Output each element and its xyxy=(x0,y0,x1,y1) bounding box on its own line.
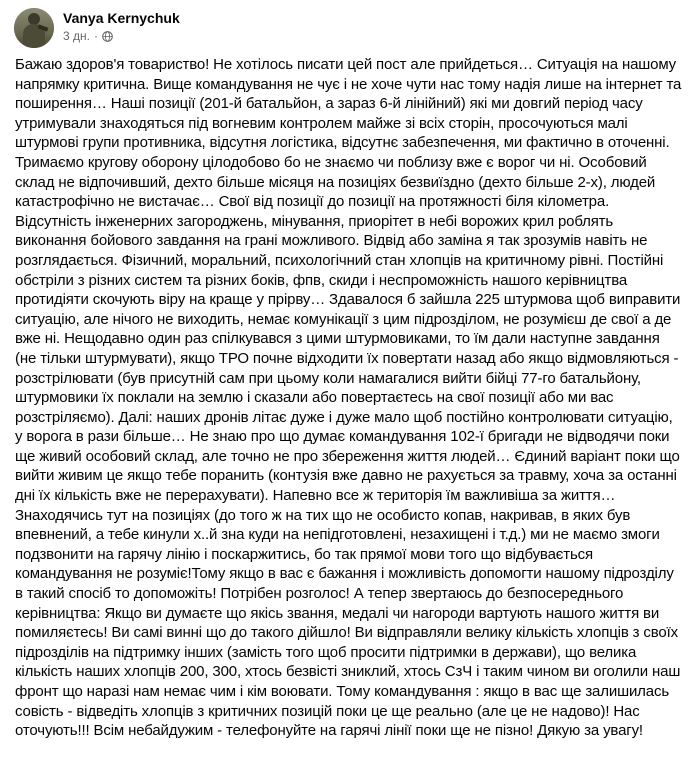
post-text-line: кількість наших хлопців 200, 300, хтось безвісті зниклий, хтось СзЧ і таким чином ви оголили наш xyxy=(15,663,681,681)
post-text-line: вийти живим це якщо тебе поранить (контузія вже давно не рахується за травму, хоча за останні xyxy=(15,467,677,485)
post-text-line: Бажаю здоров'я товариство! Не хотілось писати цей пост але прийдеться… Ситуація на нашому xyxy=(15,56,677,73)
post-text-line: ситуацію, але нічого не виходить, немає комунікації з цим підрозділом, не розумієш де свої а де xyxy=(15,310,672,328)
post-subline xyxy=(63,28,180,44)
post-text-line: оточують!!! Всім небайдужим - телефонуйте на гарячі лінії поки ще не пізно! Дякую за увагу! xyxy=(15,722,643,740)
post-timestamp[interactable]: 3 дн. xyxy=(63,29,90,43)
post-text-line: протидіяти скочують віру на краще у прірву… Здавалося б зайшла 225 штурмова щоб виправити xyxy=(15,291,681,309)
avatar[interactable] xyxy=(14,8,54,48)
post-text-line: вже ні. Нещодавно один раз спілкувався з цими штурмовиками, то їм дали наступне завдання xyxy=(15,330,660,348)
post-text-line: у ворога в рази більше… Не знаю про що думає командування 102-ї бригади не відводячи поки xyxy=(15,428,670,446)
post-text-line: підрозділів на підтримку інших (замість того щоб просити підтримки в держави), що велика xyxy=(15,643,637,661)
post-text-line: штурмовики їх поклали на землю і сказали або повертаєтесь на свої позиції або ми вас xyxy=(15,389,614,407)
post-text-line: напрямку критична. Вище командування не чує і не хоче чути нас тому надія лише на інтернет та xyxy=(15,75,682,93)
post-text-line: дні їх кількість вже не перерахувати). Напевно все ж територія їм важливіша за життя… xyxy=(15,487,616,505)
separator-dot: · xyxy=(93,29,98,43)
author-name[interactable]: Vanya Kernychuk xyxy=(63,10,180,26)
post-text-line: (не тільки штурмувати), якщо ТРО почне відходити їх повертати назад або якщо відмовляються - xyxy=(15,349,679,367)
post-meta xyxy=(63,8,180,44)
post-text-line: Тримаємо кругову оборону цілодобово бо не знаємо чи поблизу вже є ворог чи ні. Особовий xyxy=(15,153,647,171)
post-header xyxy=(14,8,180,48)
post-text-line: керівництва: Якщо ви думаєте що якісь звання, медалі чи нагороди вартують нашого життя ви xyxy=(15,604,660,622)
post-text-line: Знаходячись тут на позиціях (до того ж на тих що не особисто копав, накривав, в яких був xyxy=(15,506,631,524)
post-text-line: розстріляємо). Далі: наших дронів літає дуже і дуже мало щоб постійно контролювати ситуацію, xyxy=(15,408,673,426)
post-text-line: в такий спосіб то допоможіть! Потрібен розголос! А тепер звертаюсь до безпосереднього xyxy=(15,585,624,603)
post-text-line: помиляєтесь! Ви самі винні що до такого дійшло! Ви відправляли велику кількість хлопців з своїх xyxy=(15,624,678,642)
post-text-line: обстріли з різних систем та різних боків, фпв, скиди і неспроможність нашого керівництва xyxy=(15,271,628,289)
post-text-line: командування не розуміє!Тому якщо в вас є бажання і можливість допомогти нашому підрозділу xyxy=(15,565,674,583)
globe-icon[interactable] xyxy=(102,31,113,42)
post-text-line: поширення… Наші позиції (201-й батальйон, а зараз 6-й лінійний) які ми довгий період часу xyxy=(15,95,643,113)
post-text-line: совість - відведіть хлопців з критичних позицій поки це ще реально (але це не надово)! Нас xyxy=(15,702,640,720)
post-text-line: розстрілювати (був присутній сам при цьому коли намагалися вийти бійці 77-го батальйону, xyxy=(15,369,641,387)
post-text-line: Відсутність інженерних загороджень, мінування, приорітет в небі ворожих крил роблять xyxy=(15,212,614,230)
post-text-line: катастрофічно не вистачає… Свої від позиції до позиції на протяжності біля кілометра. xyxy=(15,193,610,211)
post-text-line: фронт що наразі нам немає чим і кім воювати. Тому командування : якщо в вас ще залишилась xyxy=(15,683,669,700)
post-text-line: розглядається. Фізичний, моральний, психологічний стан хлопців на критичному рівні. Постійні xyxy=(15,251,664,269)
post-text-line: подзвонити на гарячу лінію і поскаржитись, бо так прямої мови того що відбувається xyxy=(15,545,593,563)
post-body xyxy=(15,55,690,741)
post-text-line: ще живий особовий склад, але точно не про збереження життя людей… Єдиний варіант поки що xyxy=(15,447,680,465)
post-text-line: впевнений, а тебе кинули х..й зна куди на непідготовлені, незахищені і т.д.) ми не маємо змоги xyxy=(15,526,660,544)
post-text-line: штурмові групи противника, відсутня логістика, відсутнє забезпечення, ми фактично в оточенні. xyxy=(15,134,670,152)
post-text-line: виконання бойового завдання на грані можливого. Відвід або заміна я так зрозумів навіть не xyxy=(15,232,648,250)
post-text-line: склад не відпочивший, дехто більше місяця на позиціях безвиїздно (дехто більше 2-х), людей xyxy=(15,173,656,191)
post-text-line: утримували знаходяться під вогневим контролем майже зі всіх сторін, просочуються малі xyxy=(15,114,628,132)
